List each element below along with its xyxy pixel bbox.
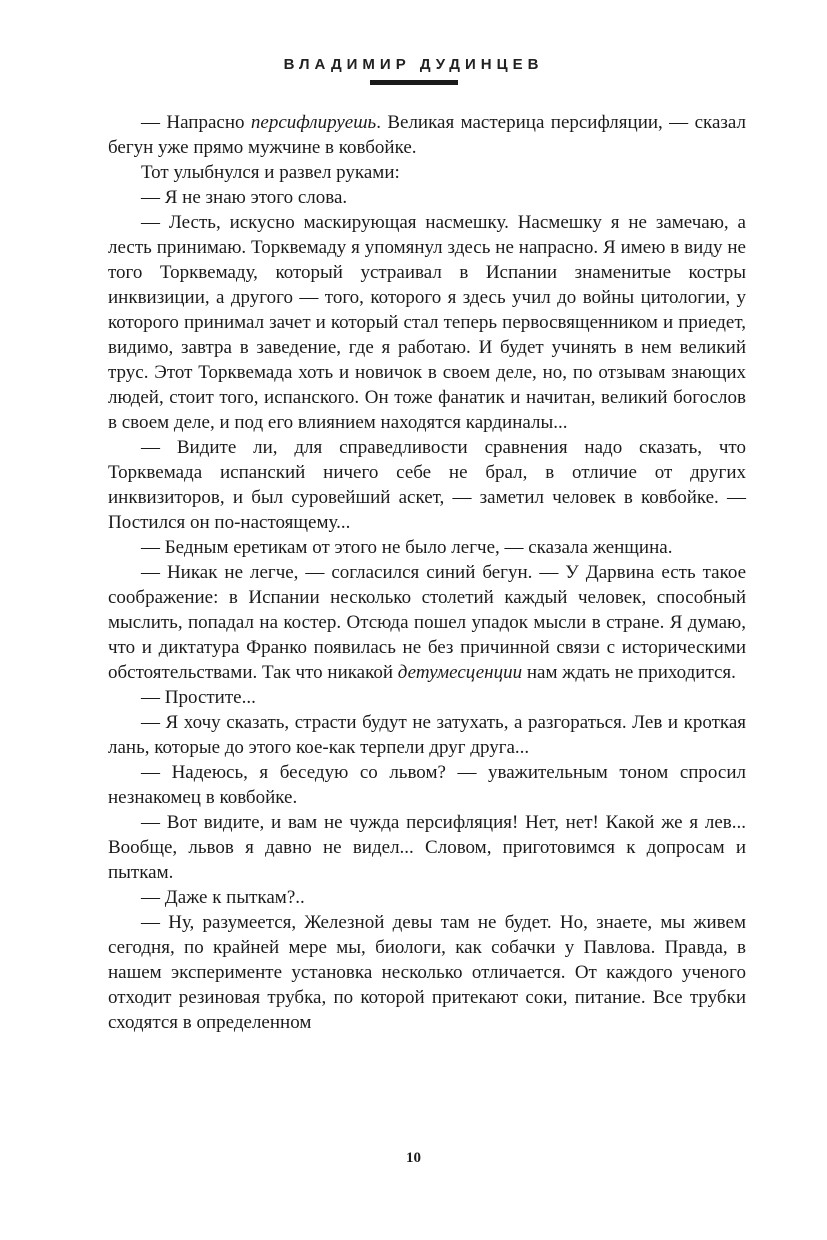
text-run: — Вот видите, и вам не чужда персифляция! Нет, нет! Какой же я лев... Вообще, львов я давно не видел... Словом, приготовимся к допросам и пыткам.	[108, 812, 746, 883]
italic-text-run: детумесценции	[397, 662, 523, 683]
text-run: — Напрасно	[141, 112, 251, 133]
text-run: нам ждать не приходится.	[522, 662, 736, 683]
paragraph	[108, 160, 746, 185]
page-number: 10	[406, 1150, 421, 1166]
italic-text-run: персифлируешь	[250, 112, 377, 133]
text-run: — Бедным еретикам от этого не было легче, — сказала женщина.	[141, 537, 673, 558]
paragraph	[108, 210, 746, 435]
paragraph	[108, 535, 746, 560]
paragraph	[108, 110, 746, 160]
text-run: Тот улыбнулся и развел руками:	[141, 162, 400, 183]
paragraph	[108, 910, 746, 1035]
text-run: — Никак не легче, — согласился синий бегун. — У Дарвина есть такое соображение: в Испании несколько столетий каждый человек, способный мыслить, попадал на костер. Отсюда пошел упадок мысли в стране. Я думаю, что и диктатура Франко появилась не без причинной связи с историческими обстоятельствами. Так что никакой	[108, 562, 746, 683]
text-run: — Я хочу сказать, страсти будут не затухать, а разгораться. Лев и кроткая лань, которые до этого кое-как терпели друг друга...	[108, 712, 746, 758]
text-run: — Ну, разумеется, Железной девы там не будет. Но, знаете, мы живем сегодня, по крайней мере мы, биологи, как собачки у Павлова. Правда, в нашем эксперименте установка несколько отличается. От каждого ученого отходит резиновая трубка, по которой притекают соки, питание. Все трубки сходятся в определенном	[108, 912, 746, 1033]
paragraph	[108, 810, 746, 885]
text-run: — Я не знаю этого слова.	[141, 187, 348, 208]
text-run: — Даже к пыткам?..	[141, 887, 305, 908]
body-text	[108, 110, 746, 1035]
running-head	[0, 56, 827, 85]
paragraph	[108, 710, 746, 760]
header-rule	[370, 80, 458, 85]
paragraph	[108, 760, 746, 810]
text-run: — Надеюсь, я беседую со львом? — уважительным тоном спросил незнакомец в ковбойке.	[108, 762, 746, 808]
author-name: ВЛАДИМИР ДУДИНЦЕВ	[283, 56, 544, 73]
text-run: — Лесть, искусно маскирующая насмешку. Насмешку я не замечаю, а лесть принимаю. Торквемаду я упомянул здесь не напрасно. Я имею в виду не того Торквемаду, который устраивал в Испании знаменитые костры инквизиции, а другого — того, которого я здесь учил до войны цитологии, у которого принимал зачет и который стал теперь первосвященником и приедет, видимо, завтра в заведение, где я работаю. И будет учинять в нем великий трус. Этот Торквемада хоть и новичок в своем деле, но, по отзывам знающих людей, стоит того, испанского. Он тоже фанатик и начитан, великий богослов в своем деле, и под его влиянием находятся кардиналы...	[108, 212, 746, 433]
text-run: — Видите ли, для справедливости сравнения надо сказать, что Торквемада испанский ничего себе не брал, в отличие от других инквизиторов, и был суровейший аскет, — заметил человек в ковбойке. — Постился он по-настоящему...	[108, 437, 746, 533]
paragraph	[108, 885, 746, 910]
paragraph	[108, 560, 746, 685]
paragraph	[108, 185, 746, 210]
paragraph	[108, 435, 746, 535]
text-run: . Великая мастерица персифляции, — сказал бегун уже прямо мужчине в ковбойке.	[108, 112, 746, 158]
text-run: — Простите...	[141, 687, 256, 708]
paragraph	[108, 685, 746, 710]
